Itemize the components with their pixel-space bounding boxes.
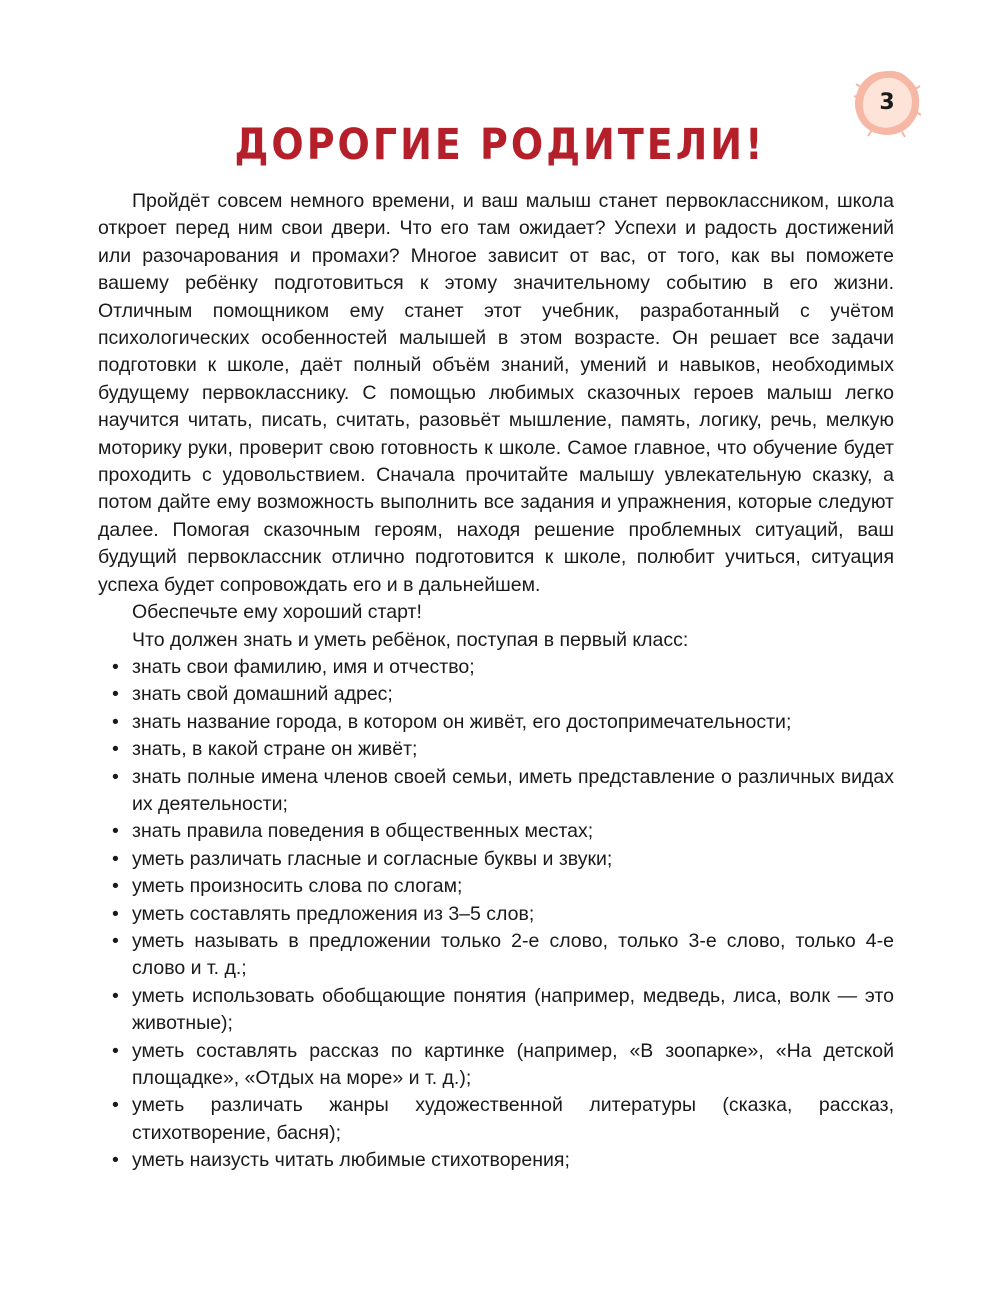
list-item — [98, 681, 894, 708]
list-item-text: уметь наизусть читать любимые стихотворения; — [132, 1149, 570, 1172]
page-number: 3 — [879, 90, 895, 115]
list-item — [98, 901, 894, 928]
list-item — [98, 764, 894, 819]
list-item-text: уметь использовать обобщающие понятия (например, медведь, лиса, волк — это животные); — [132, 984, 894, 1035]
bullet-icon: • — [112, 1039, 119, 1062]
list-item-text: знать, в какой стране он живёт; — [132, 738, 418, 761]
bullet-icon: • — [112, 1149, 119, 1172]
list-item-text: знать название города, в котором он живёт, его достопримечательности; — [132, 710, 792, 733]
list-item-text: знать свои фамилию, имя и отчество; — [132, 655, 475, 678]
bullet-icon: • — [112, 710, 119, 733]
list-item-text: уметь различать жанры художественной литературы (сказка, рассказ, стихотворение, басня); — [132, 1094, 894, 1144]
page-title: ДОРОГИЕ РОДИТЕЛИ! — [234, 120, 766, 170]
list-item — [98, 709, 894, 736]
list-item-text: уметь произносить слова по слогам; — [132, 875, 463, 898]
list-item — [98, 1092, 894, 1147]
list-item-text: уметь различать гласные и согласные буквы и звуки; — [132, 847, 613, 870]
list-item-text: уметь составлять предложения из 3–5 слов; — [132, 902, 535, 925]
bullet-icon: • — [112, 738, 119, 761]
list-item — [98, 654, 894, 681]
bullet-icon: • — [112, 847, 119, 870]
skills-list — [98, 654, 894, 1175]
body-text — [98, 188, 894, 1175]
bullet-icon: • — [112, 655, 119, 678]
list-item — [98, 736, 894, 763]
list-item-text: знать правила поведения в общественных местах; — [132, 820, 594, 843]
list-intro-paragraph: Что должен знать и уметь ребёнок, поступая в первый класс: — [132, 628, 689, 651]
bullet-icon: • — [112, 765, 119, 788]
bullet-icon: • — [112, 820, 119, 843]
list-item — [98, 846, 894, 873]
list-item — [98, 928, 894, 983]
bullet-icon: • — [112, 1094, 119, 1117]
slogan-paragraph: Обеспечьте ему хороший старт! — [132, 601, 422, 624]
list-item — [98, 1038, 894, 1093]
intro-paragraph: Пройдёт совсем немного времени, и ваш малыш станет первоклассником, школа откроет перед ним свои двери. Что его там ожидает? Успехи и радость достижений или разочарования и промахи? Многое зависит от вас, от того, как вы поможете вашему ребёнку подготовиться к этому значительному событию в его жизни. Отличным помощником ему станет этот учебник, разработанный с учётом психологических особенностей малышей в этом возрасте. Он решает все задачи подготовки к школе, даёт полный объём знаний, умений и навыков, необходимых будущему первокласснику. С помощью любимых сказочных героев малыш легко научится читать, писать, считать, разовьёт мышление, память, логику, речь, мелкую моторику руки, проверит свою готовность к школе. Самое главное, что обучение будет проходить с удовольствием. Сначала прочитайте малышу увлекательную сказку, а потом дайте ему возможность выполнить все задания и упражнения, которые следуют далее. Помогая сказочным героям, находя решение проблемных ситуаций, ваш будущий первоклассник отлично подготовится к школе, полюбит учиться, ситуация успеха будет сопровождать его и в дальнейшем. — [98, 190, 894, 596]
bullet-icon: • — [112, 984, 119, 1007]
list-item — [98, 818, 894, 845]
list-item-text: уметь составлять рассказ по картинке (например, «В зоопарке», «На детской площадке», «Отдых на море» и т. д.); — [132, 1039, 894, 1089]
list-item — [98, 873, 894, 900]
list-item-text: уметь называть в предложении только 2-е слово, только 3-е слово, только 4-е слово и т. д.; — [132, 929, 894, 980]
list-item — [98, 983, 894, 1038]
bullet-icon: • — [112, 683, 119, 706]
list-item — [98, 1147, 894, 1174]
bullet-icon: • — [112, 875, 119, 898]
list-item-text: знать свой домашний адрес; — [132, 683, 393, 706]
bullet-icon: • — [112, 902, 119, 925]
bullet-icon: • — [112, 929, 119, 952]
list-item-text: знать полные имена членов своей семьи, иметь представление о различных видах их деятельности; — [132, 765, 894, 815]
